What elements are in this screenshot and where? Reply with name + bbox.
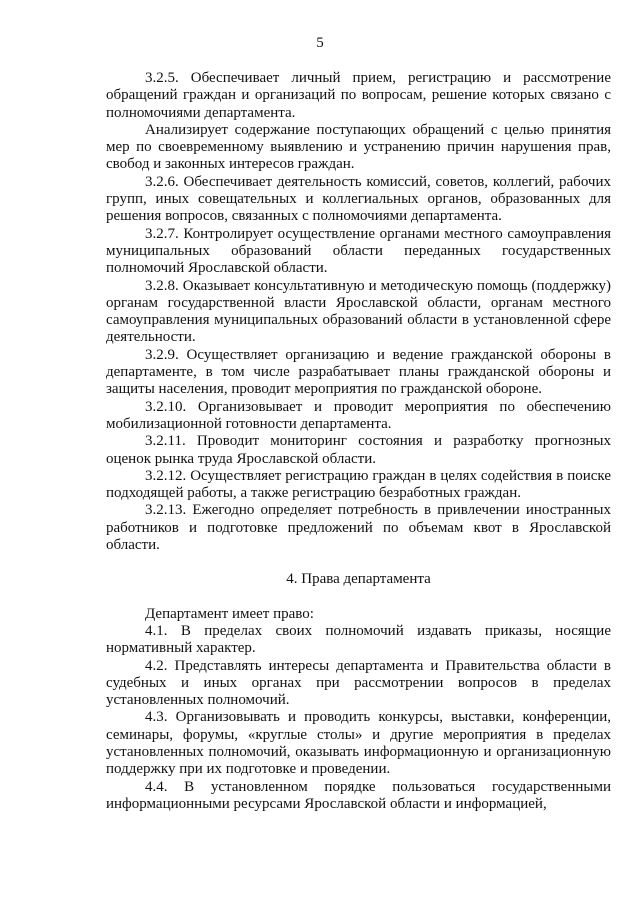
paragraph-3-2-11: 3.2.11. Проводит мониторинг состояния и разработку прогнозных оценок рынка труда Ярославской области. (106, 433, 611, 467)
paragraph-4-4: 4.4. В установленном порядке пользоваться государственными информационными ресурсами Ярославской области и информацией, (106, 778, 611, 812)
paragraph-4-2: 4.2. Представлять интересы департамента и Правительства области в судебных и иных органах при рассмотрении вопросов в пределах установленных полномочий. (106, 657, 611, 709)
paragraph-3-2-6: 3.2.6. Обеспечивает деятельность комиссий, советов, коллегий, рабочих групп, иных совещательных и коллегиальных органов, образованных для решения вопросов, связанных с полномочиями департамента. (106, 173, 611, 225)
paragraph-3-2-12: 3.2.12. Осуществляет регистрацию граждан в целях содействия в поиске подходящей работы, а также регистрацию безработных граждан. (106, 467, 611, 502)
paragraph-rights-intro: Департамент имеет право: (145, 605, 314, 622)
paragraph-3-2-13: 3.2.13. Ежегодно определяет потребность в привлечении иностранных работников и подготовке предложений по объемам квот в Ярославской области. (106, 502, 611, 554)
paragraph-3-2-5: 3.2.5. Обеспечивает личный прием, регистрацию и рассмотрение обращений граждан и организаций по вопросам, решение которых связано с полномочиями департамента. (106, 70, 611, 121)
paragraph-3-2-7: 3.2.7. Контролирует осуществление органами местного самоуправления муниципальных образований области переданных государственных полномочий Ярославской области. (106, 225, 611, 277)
section-heading: 4. Права департамента (286, 571, 431, 588)
paragraph-3-2-8: 3.2.8. Оказывает консультативную и методическую помощь (поддержку) органам государственной власти Ярославской области, органам местного самоуправления муниципальных образований области в установленной сфере деятельности. (106, 277, 611, 346)
document-body (106, 70, 611, 813)
paragraph-3-2-9: 3.2.9. Осуществляет организацию и ведение гражданской обороны в департаменте, в том числе разрабатывает планы гражданской обороны и защиты населения, проводит мероприятия по гражданской обороне. (106, 346, 611, 398)
paragraph-4-3: 4.3. Организовывать и проводить конкурсы, выставки, конференции, семинары, форумы, «круглые столы» и другие мероприятия в пределах установленных полномочий, оказывать информационную и организационную поддержку при их подготовке и проведении. (106, 709, 611, 778)
paragraph-4-1: 4.1. В пределах своих полномочий издавать приказы, носящие нормативный характер. (106, 622, 611, 657)
page-number: 5 (316, 35, 324, 51)
paragraph-3-2-10: 3.2.10. Организовывает и проводит мероприятия по обеспечению мобилизационной готовности департамента. (106, 398, 611, 432)
paragraph-analysis: Анализирует содержание поступающих обращений с целью принятия мер по своевременному выявлению и устранению причин нарушения прав, свобод и законных интересов граждан. (106, 121, 611, 173)
